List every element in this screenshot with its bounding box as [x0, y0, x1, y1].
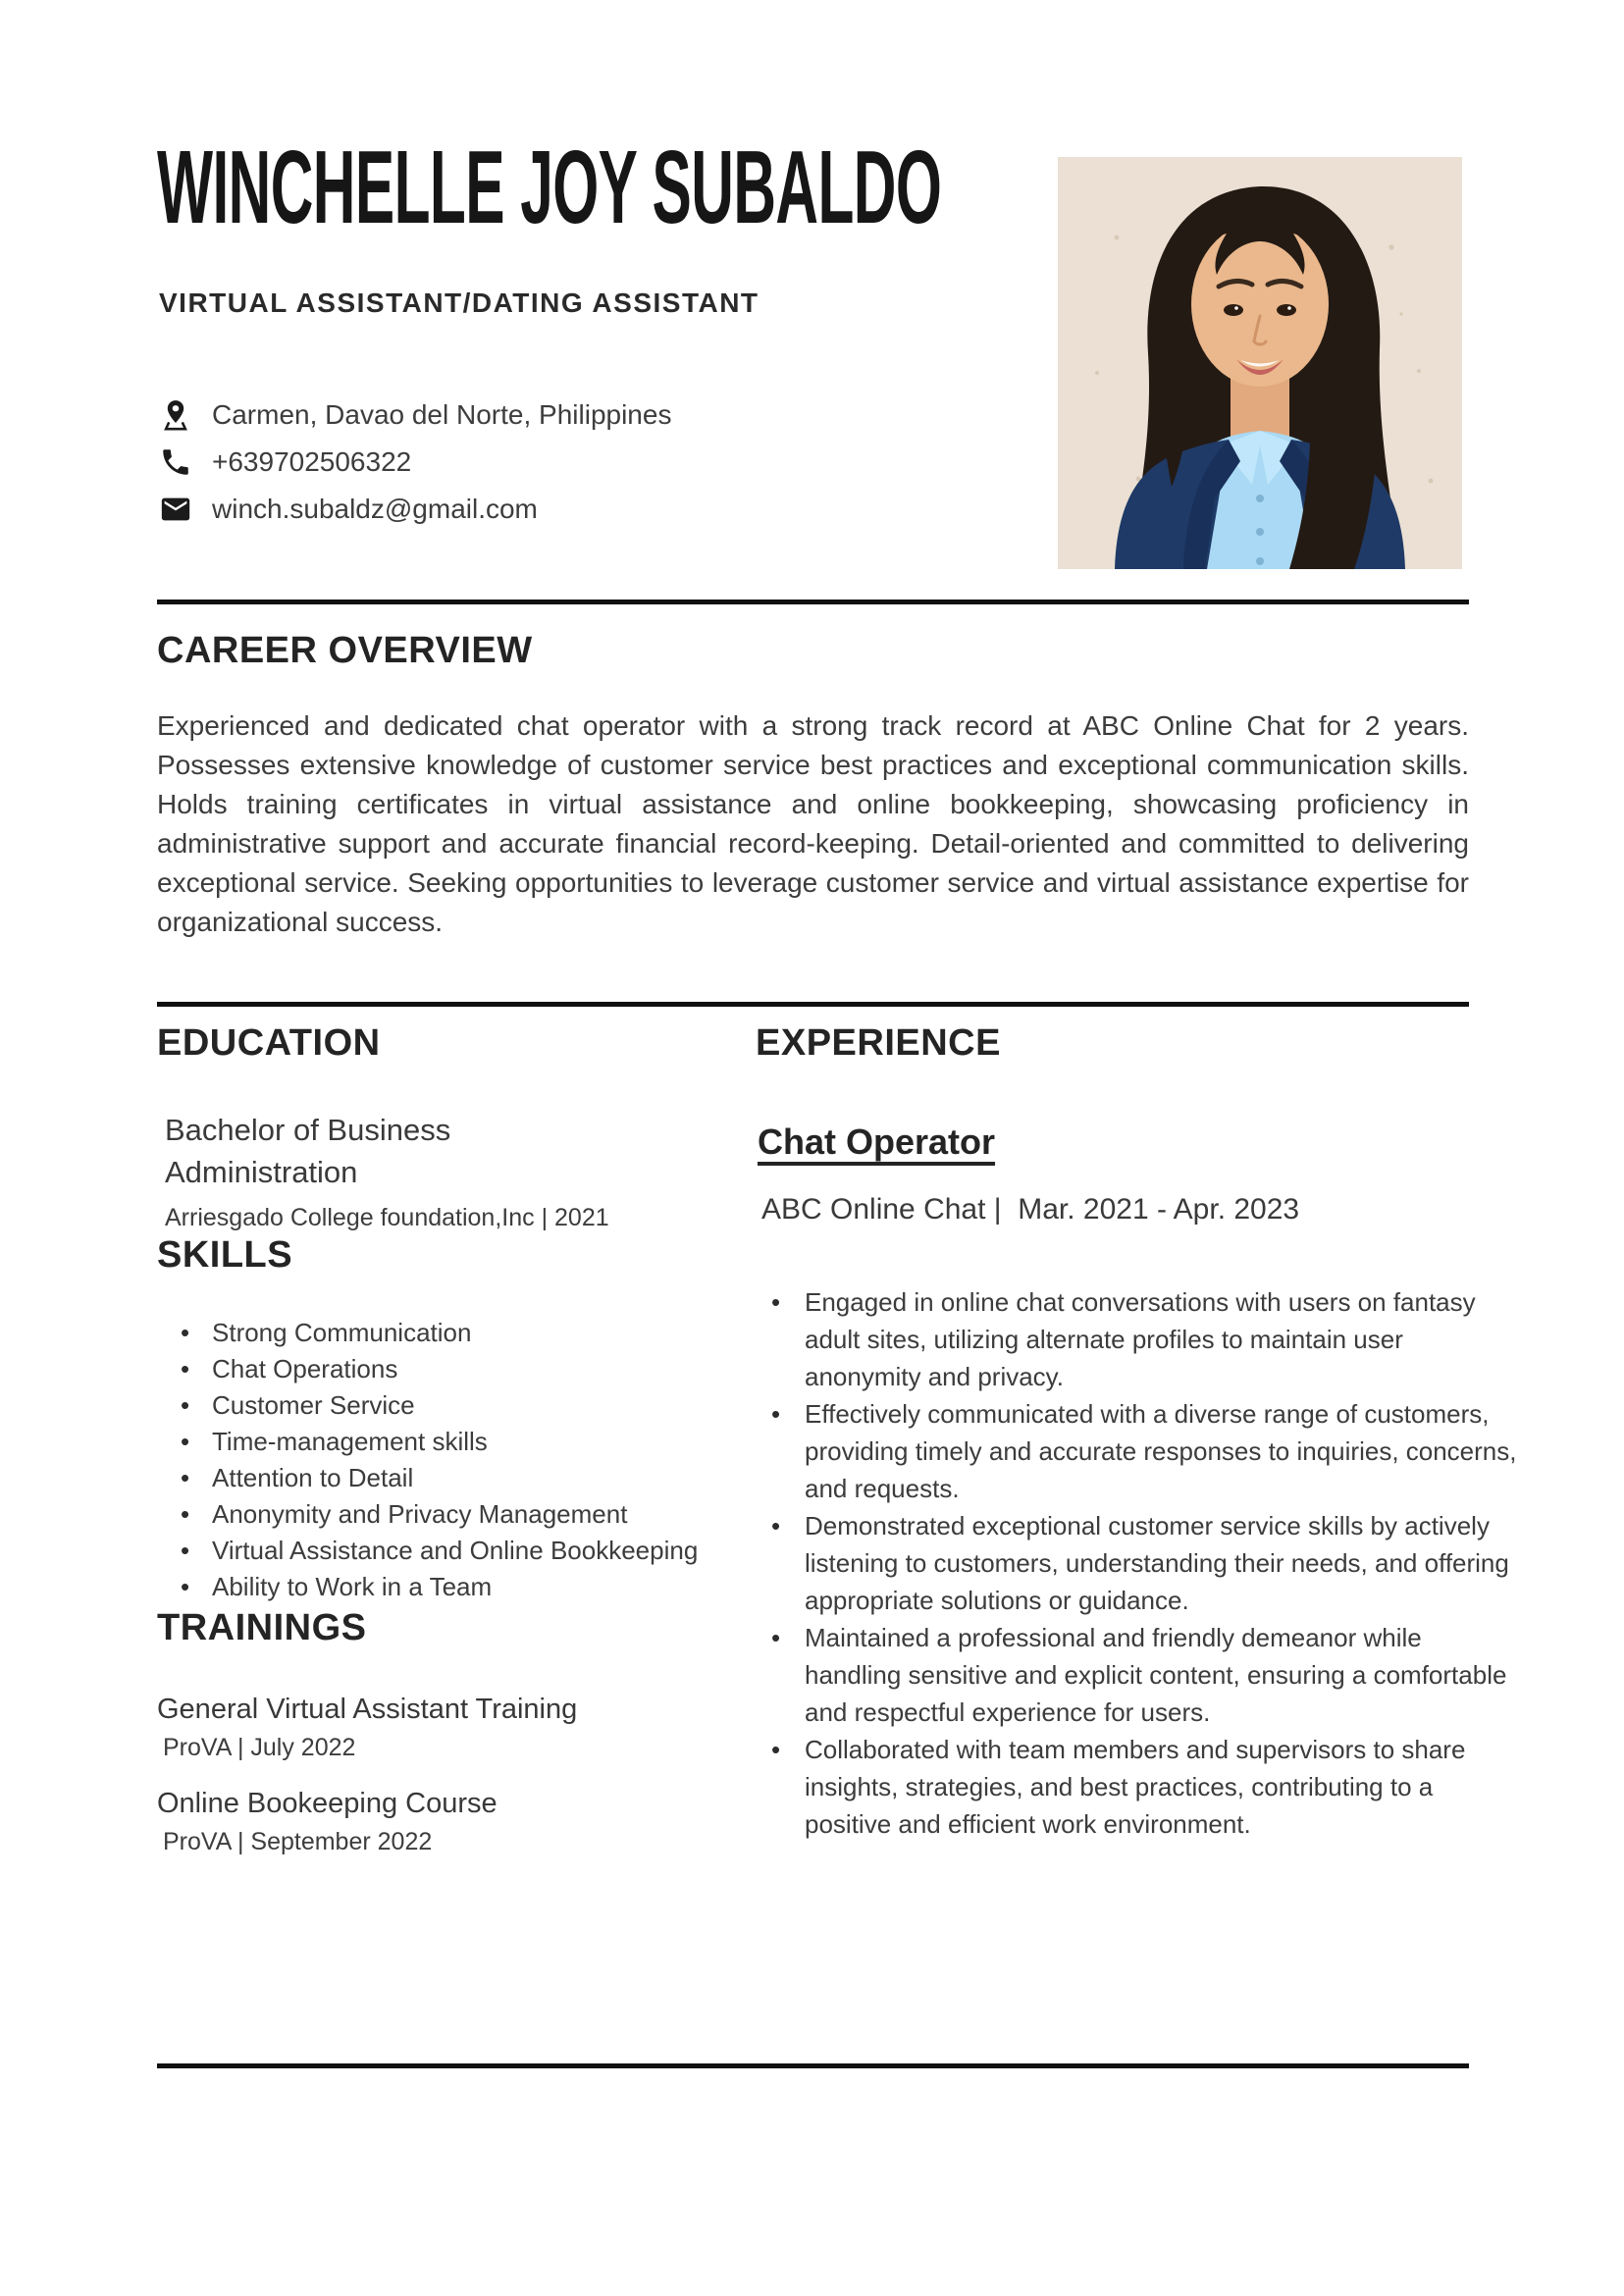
location-icon-svg	[159, 398, 192, 432]
section-career-overview	[157, 628, 1469, 942]
phone-icon-svg	[159, 445, 192, 479]
training-title: General Virtual Assistant Training	[157, 1694, 578, 1725]
experience-job-title: Chat Operator	[758, 1122, 996, 1162]
person-title: VIRTUAL ASSISTANT/DATING ASSISTANT	[159, 287, 760, 318]
experience-company-line: ABC Online Chat | Mar. 2021 - Apr. 2023	[761, 1193, 1300, 1226]
section-experience	[756, 1020, 1523, 1843]
profile-photo	[1058, 157, 1462, 569]
section-skills	[157, 1232, 736, 1605]
section-trainings	[157, 1605, 736, 1856]
education-degree: Bachelor of Business Administration	[165, 1113, 451, 1189]
contact-location-text: Carmen, Davao del Norte, Philippines	[212, 399, 672, 430]
experience-bullet: • Engaged in online chat conversations with users on fantasy adult sites, utilizing alternate profiles to maintain user anonymity and privacy.	[756, 1283, 1523, 1395]
skill-item: • Time-management skills	[157, 1424, 736, 1460]
skill-item: • Customer Service	[157, 1387, 736, 1424]
training-detail: ProVA | September 2022	[163, 1828, 433, 1855]
email-icon	[157, 491, 194, 528]
contact-email-text: winch.subaldz@gmail.com	[212, 494, 538, 524]
experience-bullet: • Collaborated with team members and supervisors to share insights, strategies, and best practices, contributing to a positive and efficient work environment.	[756, 1731, 1523, 1843]
training-item	[157, 1786, 736, 1856]
experience-job-title-row	[758, 1121, 1523, 1164]
contact-list	[157, 396, 671, 538]
divider-middle	[157, 1002, 1469, 1007]
experience-bullet: • Demonstrated exceptional customer service skills by actively listening to customers, understanding their needs, and offering appropriate solutions or guidance.	[756, 1507, 1523, 1619]
skill-item: • Strong Communication	[157, 1315, 736, 1351]
experience-bullet: • Effectively communicated with a diverse range of customers, providing timely and accurate responses to inquiries, concerns, and requests.	[756, 1395, 1523, 1507]
skill-item: • Ability to Work in a Team	[157, 1569, 736, 1605]
skill-item: • Virtual Assistance and Online Bookkeeping	[157, 1533, 736, 1569]
skill-item: • Chat Operations	[157, 1351, 736, 1387]
skills-list	[157, 1315, 736, 1605]
location-icon	[157, 396, 194, 434]
training-item	[157, 1692, 736, 1762]
skill-item: • Anonymity and Privacy Management	[157, 1496, 736, 1533]
left-column	[157, 1020, 736, 1856]
profile-photo-illustration	[1058, 157, 1462, 569]
divider-top	[157, 600, 1469, 604]
career-overview-heading: CAREER OVERVIEW	[157, 630, 533, 671]
experience-heading: EXPERIENCE	[756, 1022, 1001, 1064]
skill-item: • Attention to Detail	[157, 1460, 736, 1496]
experience-bullet-list	[756, 1283, 1523, 1843]
portrait-face	[1191, 222, 1329, 387]
education-heading: EDUCATION	[157, 1022, 381, 1064]
section-education	[157, 1020, 736, 1232]
trainings-heading: TRAININGS	[157, 1607, 367, 1648]
contact-phone-text: +639702506322	[212, 446, 412, 477]
phone-icon	[157, 444, 194, 481]
right-column	[756, 1020, 1523, 1843]
contact-row-location	[157, 396, 671, 434]
contact-row-phone	[157, 444, 671, 481]
person-name: WINCHELLE JOY SUBALDO	[157, 130, 942, 245]
divider-bottom	[157, 2063, 1469, 2068]
trainings-list	[157, 1692, 736, 1856]
contact-row-email	[157, 491, 671, 528]
career-overview-text: Experienced and dedicated chat operator with a strong track record at ABC Online Chat for 2 years. Possesses extensive knowledge of customer service best practices and exceptional communication skills. Holds training certificates in virtual assistance and online bookkeeping, showcasing proficiency in administrative support and accurate financial record-keeping. Detail-oriented and committed to delivering exceptional service. Seeking opportunities to leverage customer service and virtual assistance expertise for organizational success.	[157, 710, 1469, 937]
education-school-line: Arriesgado College foundation,Inc | 2021	[165, 1204, 609, 1231]
skills-heading: SKILLS	[157, 1234, 293, 1276]
experience-bullet: • Maintained a professional and friendly demeanor while handling sensitive and explicit content, ensuring a comfortable and respectful experience for users.	[756, 1619, 1523, 1731]
training-detail: ProVA | July 2022	[163, 1734, 356, 1761]
email-icon-svg	[159, 493, 192, 526]
training-title: Online Bookeeping Course	[157, 1788, 498, 1819]
